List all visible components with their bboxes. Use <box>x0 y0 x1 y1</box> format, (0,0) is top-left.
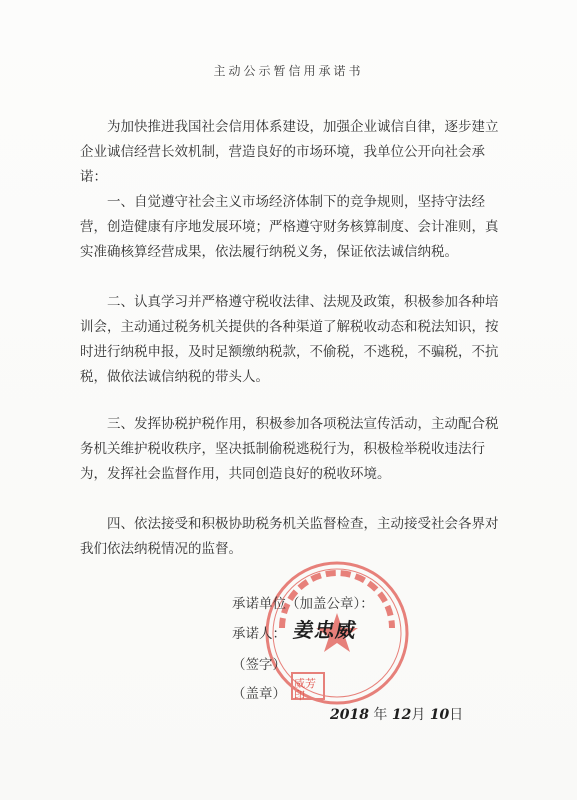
commitment-date <box>330 704 463 724</box>
handwritten-signature: 姜忠威 <box>291 618 359 642</box>
sign-note: （签字） <box>232 657 286 673</box>
seal-note: （盖章） <box>232 686 286 702</box>
promisor-label: 承诺人： <box>232 626 286 642</box>
intro-paragraph: 为加快推进我国社会信用体系建设，加强企业诚信自律，逐步建立企业诚信经营长效机制，营造良好的市场环境，我单位公开向社会承诺： <box>80 119 499 185</box>
commitment-item-4: 四、依法接受和积极协助税务机关监督检查，主动接受社会各界对我们依法纳税情况的监督。 <box>80 516 499 557</box>
date-month-unit: 月 <box>411 707 426 723</box>
commitment-item-1: 一、自觉遵守社会主义市场经济体制下的竞争规则，坚持守法经营，创造健康有序地发展环境；严格遵守财务核算制度、会计准则，真实准确核算经营成果，依法履行纳税义务，保证依法诚信纳税。 <box>80 194 499 260</box>
date-day: 10 <box>429 707 450 723</box>
date-day-unit: 日 <box>449 707 464 723</box>
document-title: 主动公示暂信用承诺书 <box>213 64 364 78</box>
seal-mark-text: 威芳印 <box>294 677 316 702</box>
date-year: 2018 <box>330 707 369 723</box>
promise-unit-label: 承诺单位（加盖公章）： <box>232 596 374 612</box>
commitment-item-3: 三、发挥协税护税作用，积极参加各项税法宣传活动，主动配合税务机关维护税收秩序，坚决抵制偷税逃税行为，积极检举税收违法行为，发挥社会监督作用，共同创造良好的税收环境。 <box>80 416 499 482</box>
date-year-unit: 年 <box>373 707 388 723</box>
date-month: 12 <box>391 707 412 723</box>
commitment-item-2: 二、认真学习并严格遵守税收法律、法规及政策，积极参加各种培训会，主动通过税务机关提供的各种渠道了解税收动态和税法知识，按时进行纳税申报，及时足额缴纳税款，不偷税，不逃税，不骗税，不抗税，做依法诚信纳税的带头人。 <box>80 294 499 385</box>
